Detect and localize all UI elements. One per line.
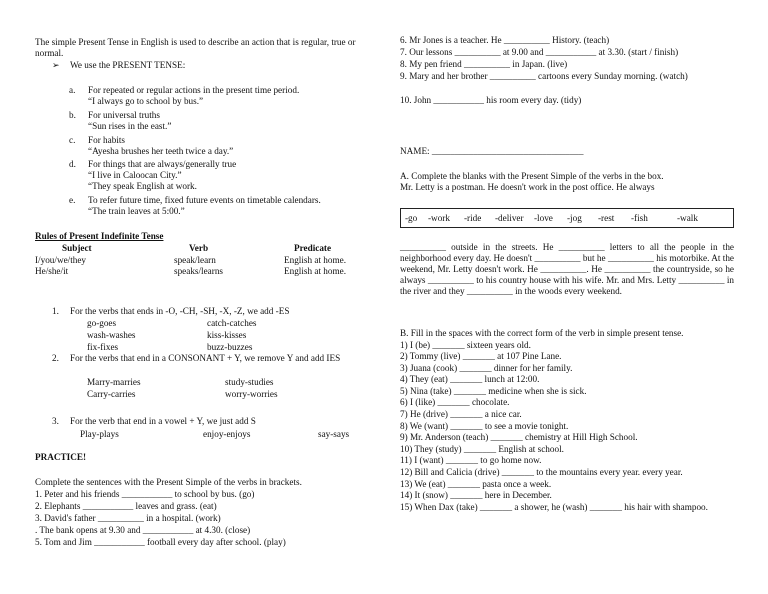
table-row-1-predicate: English at home. bbox=[284, 255, 347, 265]
list-item: 5) Nina (take) _______ medicine when she is sick. bbox=[400, 385, 587, 396]
table-row-2-predicate: English at home. bbox=[284, 266, 347, 276]
section-b-title: B. Fill in the spaces with the correct form of the verb in simple present tense. bbox=[400, 328, 684, 338]
list-item: 12) Bill and Calicia (drive) _______ to the mountains every year. every year. bbox=[400, 467, 683, 478]
list-item: 11) I (want) _______ to go home now. bbox=[400, 455, 542, 466]
verb-option: -rest bbox=[598, 213, 615, 223]
verb-option: -walk bbox=[677, 213, 698, 223]
table-header-predicate: Predicate bbox=[294, 243, 332, 253]
practice-item: 2. Elephants ___________ leaves and grass. (eat) bbox=[35, 501, 217, 511]
list-item: 13) We (eat) _______ pasta once a week. bbox=[400, 478, 552, 489]
use-d-letter: d. bbox=[69, 159, 76, 169]
rule-3-number: 3. bbox=[52, 416, 59, 426]
list-item: 4) They (eat) _______ lunch at 12:00. bbox=[400, 374, 540, 385]
practice-item: 3. David's father __________ in a hospital. (work) bbox=[35, 513, 221, 523]
use-b-text: For universal truths bbox=[88, 110, 160, 120]
rule-3-example: say-says bbox=[318, 429, 350, 439]
use-e-letter: e. bbox=[69, 195, 76, 205]
rule-1-example: kiss-kisses bbox=[207, 330, 247, 340]
list-item: 8) We (want) _______ to see a movie tonight. bbox=[400, 420, 569, 431]
use-a-example: “I always go to school by bus.” bbox=[88, 96, 204, 106]
practice-intro: Complete the sentences with the Present Simple of the verbs in brackets. bbox=[35, 477, 302, 487]
use-d-example2: “They speak English at work. bbox=[88, 181, 197, 191]
practice-item: 7. Our lessons __________ at 9.00 and ___________ at 3.30. (start / finish) bbox=[400, 47, 679, 57]
use-c-letter: c. bbox=[69, 135, 76, 145]
rule-2-text: For the verbs that end in a CONSONANT + Y, we remove Y and add IES bbox=[70, 353, 341, 363]
rule-2-number: 2. bbox=[52, 353, 59, 363]
table-header-subject: Subject bbox=[62, 243, 92, 253]
rule-1-example: catch-catches bbox=[207, 318, 257, 328]
verb-option: -jog bbox=[567, 213, 582, 223]
table-row-1-subject: I/you/we/they bbox=[35, 255, 87, 265]
rule-1-example: buzz-buzzes bbox=[207, 342, 253, 352]
section-a-title: A. Complete the blanks with the Present Simple of the verbs in the box. bbox=[400, 171, 664, 181]
rules-title: Rules of Present Indefinite Tense bbox=[35, 231, 164, 241]
rule-2-example: Carry-carries bbox=[87, 389, 136, 399]
use-d-example: “I live in Caloocan City.” bbox=[88, 170, 182, 180]
list-item: 2) Tommy (live) _______ at 107 Pine Lane. bbox=[400, 351, 562, 362]
use-d-text: For things that are always/generally true bbox=[88, 159, 237, 169]
we-use-heading: We use the PRESENT TENSE: bbox=[70, 60, 186, 70]
practice-item: 5. Tom and Jim ___________ football every day after school. (play) bbox=[35, 537, 286, 547]
table-row-2-verb: speaks/learns bbox=[174, 266, 223, 276]
list-item: 7) He (drive) _______ a nice car. bbox=[400, 409, 522, 420]
section-a-lead: Mr. Letty is a postman. He doesn't work in the post office. He always bbox=[400, 182, 655, 192]
list-item: 6) I (like) _______ chocolate. bbox=[400, 397, 510, 408]
section-a-paragraph: __________ outside in the streets. He __________ letters to all the people in the neighborhood every day. He doesn't __________ but he __________ his motorbike. At the weekend, Mr. Letty doesn't work. He __________. He __________ the countryside, so he always __________ to his country house with his wife. Mr. and Mrs. Letty __________ in the river and they __________ in the woods every weekend. bbox=[400, 242, 734, 296]
rule-1-example: go-goes bbox=[87, 318, 117, 328]
verb-option: -love bbox=[534, 213, 553, 223]
list-item: 15) When Dax (take) _______ a shower, he (wash) _______ his hair with shampoo. bbox=[400, 501, 708, 512]
use-a-text: For repeated or regular actions in the present time period. bbox=[88, 85, 300, 95]
table-header-verb: Verb bbox=[189, 243, 209, 253]
rule-3-text: For the verb that end in a vowel + Y, we just add S bbox=[70, 416, 256, 426]
use-e-text: To refer future time, fixed future events on timetable calendars. bbox=[88, 195, 321, 205]
rule-1-example: wash-washes bbox=[87, 330, 136, 340]
list-item: 9) Mr. Anderson (teach) _______ chemistry at Hill High School. bbox=[400, 432, 638, 443]
verb-option: -ride bbox=[464, 213, 482, 223]
practice-item: 8. My pen friend __________ in Japan. (live) bbox=[400, 59, 568, 69]
practice-item: 6. Mr Jones is a teacher. He __________ History. (teach) bbox=[400, 35, 610, 45]
use-c-example: “Ayesha brushes her teeth twice a day.” bbox=[88, 146, 234, 156]
use-c-text: For habits bbox=[88, 135, 126, 145]
intro-paragraph: The simple Present Tense in English is used to describe an action that is regular, true or normal. bbox=[35, 37, 356, 58]
name-field[interactable]: NAME: _________________________________ bbox=[400, 146, 584, 156]
verb-option: -fish bbox=[631, 213, 648, 223]
rule-2-example: Marry-marries bbox=[87, 377, 141, 387]
practice-title: PRACTICE! bbox=[35, 452, 87, 462]
list-item: 3) Juana (cook) _______ dinner for her family. bbox=[400, 362, 573, 373]
arrow-bullet-icon: ➢ bbox=[52, 60, 60, 70]
verb-option: -go bbox=[405, 213, 418, 223]
table-row-1-verb: speak/learn bbox=[174, 255, 216, 265]
use-b-example: “Sun rises in the east.” bbox=[88, 121, 172, 131]
list-item: 10) They (study) _______ English at school. bbox=[400, 443, 564, 454]
practice-item: 1. Peter and his friends ___________ to school by bus. (go) bbox=[35, 489, 255, 499]
practice-item: 9. Mary and her brother __________ cartoons every Sunday morning. (watch) bbox=[400, 71, 688, 81]
verb-box bbox=[400, 208, 734, 228]
list-item: 14) It (snow) _______ here in December. bbox=[400, 490, 552, 501]
verb-option: -work bbox=[428, 213, 450, 223]
table-row-2-subject: He/she/it bbox=[35, 266, 69, 276]
use-a-letter: a. bbox=[69, 85, 76, 95]
practice-item: . The bank opens at 9.30 and ___________ at 4.30. (close) bbox=[35, 525, 251, 535]
rule-1-example: fix-fixes bbox=[87, 342, 119, 352]
use-b-letter: b. bbox=[69, 110, 76, 120]
list-item: 1) I (be) _______ sixteen years old. bbox=[400, 339, 531, 350]
rule-2-example: worry-worries bbox=[225, 389, 278, 399]
rule-3-example: enjoy-enjoys bbox=[203, 429, 251, 439]
rule-1-number: 1. bbox=[52, 306, 59, 316]
rule-2-example: study-studies bbox=[225, 377, 274, 387]
use-e-example: “The train leaves at 5:00.” bbox=[88, 206, 185, 216]
rule-1-text: For the verbs that ends in -O, -CH, -SH, -X, -Z, we add -ES bbox=[70, 306, 290, 316]
verb-option: -deliver bbox=[495, 213, 524, 223]
section-b-list bbox=[400, 340, 734, 514]
rule-3-example: Play-plays bbox=[80, 429, 119, 439]
practice-item: 10. John ___________ his room every day. (tidy) bbox=[400, 95, 582, 105]
